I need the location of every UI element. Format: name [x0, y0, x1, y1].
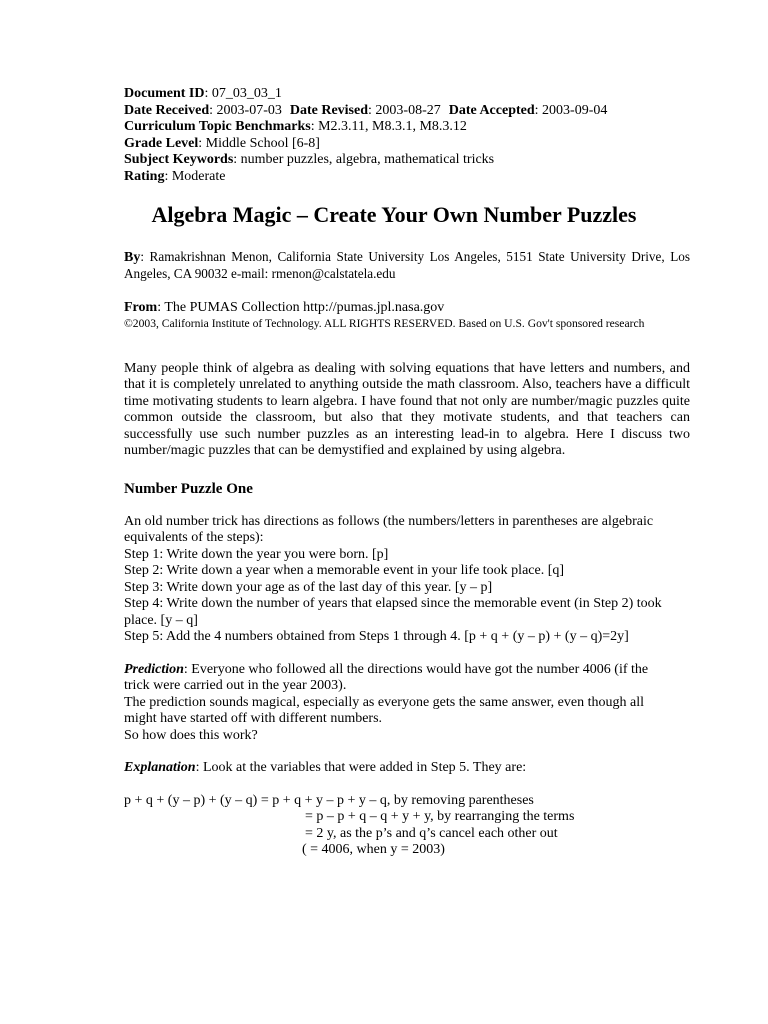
prediction-line: [124, 662, 690, 679]
step-line: Step 4: Write down the number of years that elapsed since the memorable event (in Step 2) took: [124, 596, 662, 611]
equation-line: p + q + (y – p) + (y – q) = p + q + y – p + y – q, by removing parentheses: [124, 792, 534, 808]
explanation-block: [124, 760, 690, 777]
grade-value: : Middle School [6-8]: [198, 135, 320, 151]
metadata-block: [124, 86, 690, 185]
copyright-notice: ©2003, California Institute of Technology. ALL RIGHTS RESERVED. Based on U.S. Gov't sponsored research: [124, 316, 645, 330]
keywords-label: Subject Keywords: [124, 152, 234, 167]
equation-line: = p – p + q – q + y + y, by rearranging the terms: [305, 809, 575, 824]
prediction-line: trick were carried out in the year 2003).: [124, 678, 347, 693]
explanation-line: [124, 760, 690, 777]
from-text: : The PUMAS Collection http://pumas.jpl.nasa.gov: [157, 300, 445, 315]
step-line: place. [y – q]: [124, 612, 198, 628]
prediction-line: The prediction sounds magical, especially as everyone gets the same answer, even though all: [124, 694, 644, 710]
prediction-text: : Everyone who followed all the directions would have got the number 4006 (if the: [183, 661, 649, 677]
step-line: Step 5: Add the 4 numbers obtained from Steps 1 through 4. [p + q + (y – p) + (y – q)=2y]: [124, 629, 629, 644]
benchmarks-value: : M2.3.11, M8.3.1, M8.3.12: [310, 119, 467, 134]
rating-line: [124, 169, 690, 186]
step-line: Step 1: Write down the year you were born. [p]: [124, 546, 389, 562]
grade-line: [124, 136, 690, 153]
prediction-label: Prediction: [124, 661, 184, 677]
benchmarks-label: Curriculum Topic Benchmarks: [124, 119, 311, 134]
date-revised-value: : 2003-08-27: [368, 102, 441, 118]
intro-paragraph: Many people think of algebra as dealing with solving equations that have letters and numbers, and that it is completely unrelated to anything outside the math classroom. Also, teachers have a difficult time motivating students to learn algebra. I have found that not only are number/magic puzzles quite common outside the classroom, but also that they motivate students, and that teachers can successfully use such number puzzles as an interesting lead-in to algebra. Here I discuss two number/magic puzzles that can be demystified and explained by using algebra.: [124, 360, 690, 458]
date-accepted-label: Date Accepted: [448, 102, 535, 118]
dates-line: [124, 103, 690, 120]
from-label: From: [124, 300, 158, 315]
rating-label: Rating: [124, 168, 165, 184]
byline: [124, 249, 690, 282]
keywords-line: [124, 152, 690, 169]
explanation-label: Explanation: [124, 760, 196, 775]
date-received-value: : 2003-07-03: [209, 102, 282, 118]
equation-line: = 2 y, as the p’s and q’s cancel each other out: [305, 825, 558, 841]
document-title: Algebra Magic – Create Your Own Number Puzzles: [151, 202, 637, 227]
document-page: [124, 86, 690, 859]
equation-line: ( = 4006, when y = 2003): [302, 842, 445, 857]
puzzle-directions: [124, 514, 690, 646]
benchmarks-line: [124, 119, 690, 136]
equation-block: [124, 793, 690, 859]
byline-text: : Ramakrishnan Menon, California State University Los Angeles, 5151 State University Drive, Los Angeles, CA 90032 e-mail: rmenon@calstatela.edu: [124, 249, 690, 281]
lead-line: An old number trick has directions as follows (the numbers/letters in parentheses are algebraic: [124, 513, 654, 529]
lead-line: equivalents of the steps):: [124, 530, 264, 545]
explanation-text: : Look at the variables that were added in Step 5. They are:: [195, 760, 527, 775]
section-heading: Number Puzzle One: [124, 480, 253, 497]
date-revised-label: Date Revised: [289, 102, 369, 118]
grade-label: Grade Level: [124, 135, 199, 151]
step-line: Step 3: Write down your age as of the last day of this year. [y – p]: [124, 579, 493, 595]
doc-id-value: : 07_03_03_1: [204, 86, 282, 101]
doc-id-label: Document ID: [124, 86, 205, 101]
keywords-value: : number puzzles, algebra, mathematical tricks: [233, 152, 495, 167]
from-line: [124, 300, 690, 317]
doc-id-line: [124, 86, 690, 103]
prediction-line: So how does this work?: [124, 727, 258, 743]
rating-value: : Moderate: [164, 168, 226, 184]
date-accepted-value: : 2003-09-04: [534, 102, 608, 118]
step-line: Step 2: Write down a year when a memorable event in your life took place. [q]: [124, 563, 565, 578]
date-received-label: Date Received: [124, 102, 210, 118]
prediction-block: [124, 662, 690, 745]
byline-label: By: [124, 250, 141, 265]
prediction-line: might have started off with different numbers.: [124, 711, 383, 726]
